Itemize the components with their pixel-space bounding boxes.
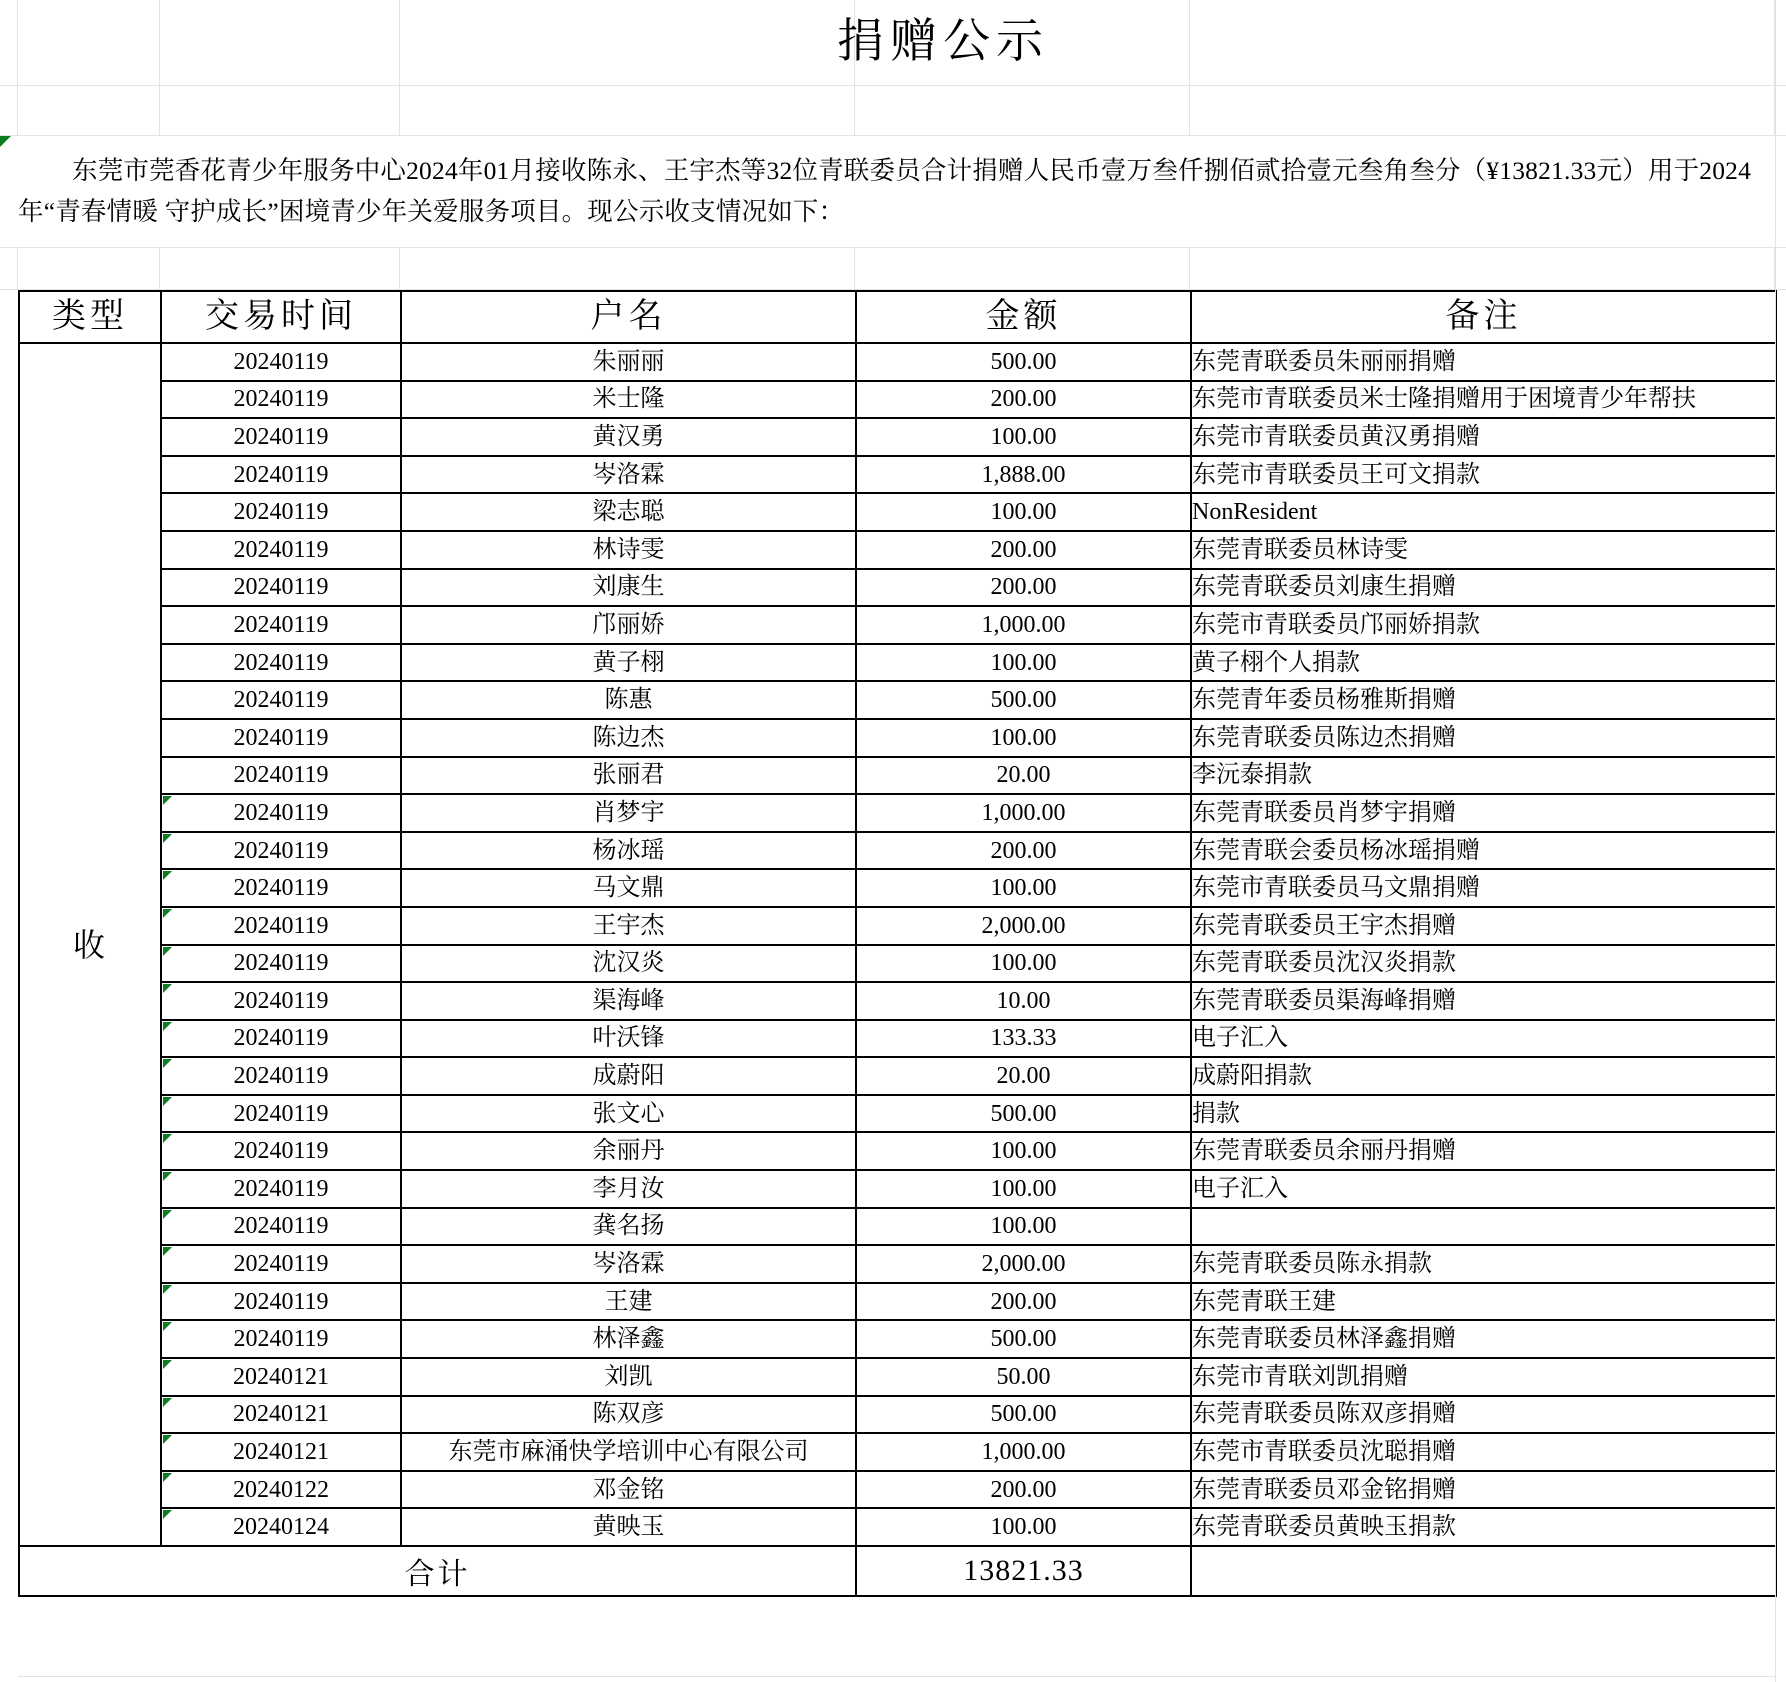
- cell-account-name: 邝丽娇: [401, 606, 856, 644]
- cell-note: 东莞青联委员邓金铭捐赠: [1191, 1471, 1776, 1509]
- cell-note: 东莞市青联委员沈聪捐赠: [1191, 1433, 1776, 1471]
- cell-transaction-date: 20240119: [161, 1208, 401, 1246]
- cell-transaction-date: 20240119: [161, 1095, 401, 1133]
- cell-transaction-date: 20240119: [161, 569, 401, 607]
- grid-cell-d: [400, 0, 1049, 86]
- table-row: [19, 1396, 1776, 1434]
- cell-note: 捐款: [1191, 1095, 1776, 1133]
- comment-marker-icon: [163, 834, 172, 843]
- comment-marker-icon: [163, 984, 172, 993]
- table-row: [19, 456, 1776, 494]
- grid-cell-f: [1190, 86, 1775, 136]
- cell-amount: 500.00: [856, 1396, 1191, 1434]
- cell-account-name: 张丽君: [401, 757, 856, 795]
- table-row: [19, 907, 1776, 945]
- cell-note: 东莞青联委员余丽丹捐赠: [1191, 1132, 1776, 1170]
- table-row: [19, 1471, 1776, 1509]
- comment-marker-icon: [0, 136, 11, 147]
- cell-transaction-date: 20240119: [161, 1020, 401, 1058]
- grid-cell-e: [855, 0, 1190, 86]
- cell-amount: 200.00: [856, 531, 1191, 569]
- cell-note: [1191, 1208, 1776, 1246]
- total-note-blank: [1191, 1546, 1776, 1596]
- cell-account-name: 肖梦宇: [401, 794, 856, 832]
- table-row: [19, 1057, 1776, 1095]
- cell-amount: 100.00: [856, 644, 1191, 682]
- cell-amount: 100.00: [856, 869, 1191, 907]
- cell-transaction-date: 20240119: [161, 1132, 401, 1170]
- cell-transaction-date: 20240119: [161, 1057, 401, 1095]
- table-row: [19, 1283, 1776, 1321]
- comment-marker-icon: [163, 1285, 172, 1294]
- grid-cell-f: [1190, 248, 1775, 290]
- cell-note: 东莞市青联委员王可文捐款: [1191, 456, 1776, 494]
- cell-account-name: 龚名扬: [401, 1208, 856, 1246]
- cell-transaction-date: 20240119: [161, 757, 401, 795]
- spreadsheet-top-area: [0, 0, 1786, 290]
- cell-note: 东莞青联王建: [1191, 1283, 1776, 1321]
- cell-account-name: 黄子栩: [401, 644, 856, 682]
- spacer-row-1: [0, 86, 1786, 136]
- comment-marker-icon: [163, 1210, 172, 1219]
- intro-row: [0, 136, 1786, 248]
- cell-note: 东莞市青联刘凯捐赠: [1191, 1358, 1776, 1396]
- cell-amount: 1,888.00: [856, 456, 1191, 494]
- cell-account-name: 刘康生: [401, 569, 856, 607]
- cell-transaction-date: 20240121: [161, 1396, 401, 1434]
- cell-transaction-date: 20240119: [161, 1245, 401, 1283]
- cell-transaction-date: 20240119: [161, 1320, 401, 1358]
- cell-transaction-date: 20240119: [161, 418, 401, 456]
- cell-account-name: 李月汝: [401, 1170, 856, 1208]
- cell-amount: 200.00: [856, 1283, 1191, 1321]
- cell-transaction-date: 20240119: [161, 644, 401, 682]
- spacer-row-2: [0, 248, 1786, 290]
- cell-amount: 20.00: [856, 757, 1191, 795]
- cell-transaction-date: 20240124: [161, 1508, 401, 1546]
- table-row: [19, 1358, 1776, 1396]
- cell-note: 东莞青联委员渠海峰捐赠: [1191, 982, 1776, 1020]
- cell-account-name: 渠海峰: [401, 982, 856, 1020]
- grid-cell-f: [1190, 0, 1775, 86]
- cell-account-name: 梁志聪: [401, 493, 856, 531]
- donation-table-body: [19, 291, 1776, 1596]
- comment-marker-icon: [163, 909, 172, 918]
- header-date: 交易时间: [161, 291, 401, 343]
- cell-transaction-date: 20240119: [161, 1170, 401, 1208]
- cell-note: 东莞青年委员杨雅斯捐赠: [1191, 681, 1776, 719]
- type-cell-income: 收: [19, 343, 161, 1546]
- cell-account-name: 马文鼎: [401, 869, 856, 907]
- header-note: 备注: [1191, 291, 1776, 343]
- grid-cell-a: [0, 0, 18, 86]
- cell-account-name: 邓金铭: [401, 1471, 856, 1509]
- cell-note: 李沅泰捐款: [1191, 757, 1776, 795]
- header-name: 户名: [401, 291, 856, 343]
- comment-marker-icon: [163, 1172, 172, 1181]
- table-row: [19, 1208, 1776, 1246]
- cell-amount: 500.00: [856, 343, 1191, 381]
- grid-cell-c: [160, 86, 400, 136]
- comment-marker-icon: [163, 1360, 172, 1369]
- cell-amount: 200.00: [856, 381, 1191, 419]
- cell-account-name: 东莞市麻涌快学培训中心有限公司: [401, 1433, 856, 1471]
- cell-transaction-date: 20240119: [161, 381, 401, 419]
- table-row: [19, 945, 1776, 983]
- grid-cell-c: [160, 0, 400, 86]
- grid-cell-e: [855, 86, 1190, 136]
- comment-marker-icon: [163, 1510, 172, 1519]
- table-row: [19, 644, 1776, 682]
- table-header-row: [19, 291, 1776, 343]
- comment-marker-icon: [163, 1435, 172, 1444]
- grid-cell-d: [400, 248, 855, 290]
- comment-marker-icon: [163, 1134, 172, 1143]
- table-row: [19, 1508, 1776, 1546]
- cell-note: 成蔚阳捐款: [1191, 1057, 1776, 1095]
- cell-note: 东莞青联委员林泽鑫捐赠: [1191, 1320, 1776, 1358]
- cell-account-name: 陈双彦: [401, 1396, 856, 1434]
- cell-account-name: 林诗雯: [401, 531, 856, 569]
- table-row: [19, 531, 1776, 569]
- table-row: [19, 982, 1776, 1020]
- comment-marker-icon: [163, 1097, 172, 1106]
- cell-account-name: 米士隆: [401, 381, 856, 419]
- comment-marker-icon: [163, 1247, 172, 1256]
- cell-transaction-date: 20240119: [161, 832, 401, 870]
- cell-note: 电子汇入: [1191, 1020, 1776, 1058]
- header-amount: 金额: [856, 291, 1191, 343]
- table-row: [19, 719, 1776, 757]
- cell-amount: 100.00: [856, 945, 1191, 983]
- cell-note: 东莞市青联委员邝丽娇捐款: [1191, 606, 1776, 644]
- cell-note: 东莞青联会委员杨冰瑶捐赠: [1191, 832, 1776, 870]
- cell-transaction-date: 20240119: [161, 945, 401, 983]
- cell-amount: 100.00: [856, 1208, 1191, 1246]
- cell-amount: 10.00: [856, 982, 1191, 1020]
- cell-transaction-date: 20240119: [161, 681, 401, 719]
- cell-amount: 1,000.00: [856, 1433, 1191, 1471]
- cell-account-name: 岑洛霖: [401, 1245, 856, 1283]
- cell-account-name: 王宇杰: [401, 907, 856, 945]
- table-row: [19, 1095, 1776, 1133]
- cell-transaction-date: 20240119: [161, 794, 401, 832]
- cell-amount: 200.00: [856, 569, 1191, 607]
- header-type: 类型: [19, 291, 161, 343]
- table-row: [19, 1132, 1776, 1170]
- cell-transaction-date: 20240119: [161, 869, 401, 907]
- comment-marker-icon: [163, 1022, 172, 1031]
- cell-transaction-date: 20240121: [161, 1433, 401, 1471]
- cell-transaction-date: 20240119: [161, 719, 401, 757]
- table-row: [19, 569, 1776, 607]
- cell-account-name: 成蔚阳: [401, 1057, 856, 1095]
- total-amount: 13821.33: [856, 1546, 1191, 1596]
- cell-amount: 2,000.00: [856, 1245, 1191, 1283]
- cell-transaction-date: 20240119: [161, 343, 401, 381]
- cell-note: 东莞青联委员林诗雯: [1191, 531, 1776, 569]
- cell-account-name: 张文心: [401, 1095, 856, 1133]
- grid-cell-tail: [1775, 248, 1786, 290]
- cell-account-name: 林泽鑫: [401, 1320, 856, 1358]
- cell-account-name: 黄汉勇: [401, 418, 856, 456]
- cell-account-name: 余丽丹: [401, 1132, 856, 1170]
- table-row: [19, 381, 1776, 419]
- table-row: [19, 1170, 1776, 1208]
- cell-amount: 1,000.00: [856, 606, 1191, 644]
- table-row: [19, 493, 1776, 531]
- cell-account-name: 黄映玉: [401, 1508, 856, 1546]
- cell-note: 东莞青联委员陈双彦捐赠: [1191, 1396, 1776, 1434]
- table-row: [19, 606, 1776, 644]
- intro-paragraph: 东莞市莞香花青少年服务中心2024年01月接收陈永、王宇杰等32位青联委员合计捐赠人民币壹万叁仟捌佰贰拾壹元叁角叁分（¥13821.33元）用于2024年“青春情暖 守护成长”困境青少年关爱服务项目。现公示收支情况如下：: [18, 156, 1752, 227]
- total-label: 合计: [19, 1546, 856, 1596]
- table-row: [19, 832, 1776, 870]
- table-row: [19, 681, 1776, 719]
- table-row: [19, 1320, 1776, 1358]
- cell-account-name: 叶沃锋: [401, 1020, 856, 1058]
- cell-amount: 100.00: [856, 1170, 1191, 1208]
- cell-amount: 200.00: [856, 832, 1191, 870]
- table-row: [19, 1020, 1776, 1058]
- cell-amount: 50.00: [856, 1358, 1191, 1396]
- grid-cell-e: [855, 248, 1190, 290]
- table-row: [19, 757, 1776, 795]
- comment-marker-icon: [163, 1322, 172, 1331]
- cell-note: NonResident: [1191, 493, 1776, 531]
- grid-cell-b: [18, 86, 160, 136]
- table-row: [19, 343, 1776, 381]
- cell-account-name: 王建: [401, 1283, 856, 1321]
- cell-amount: 500.00: [856, 1320, 1191, 1358]
- donation-table: [18, 290, 1777, 1597]
- grid-cell-tail: [1775, 0, 1786, 86]
- cell-amount: 100.00: [856, 1132, 1191, 1170]
- cell-account-name: 沈汉炎: [401, 945, 856, 983]
- comment-marker-icon: [163, 947, 172, 956]
- grid-cell-b: [18, 248, 160, 290]
- cell-account-name: 陈边杰: [401, 719, 856, 757]
- title-row: [0, 0, 1786, 86]
- comment-marker-icon: [163, 871, 172, 880]
- table-row: [19, 1433, 1776, 1471]
- table-row: [19, 418, 1776, 456]
- cell-account-name: 刘凯: [401, 1358, 856, 1396]
- cell-amount: 100.00: [856, 719, 1191, 757]
- cell-note: 黄子栩个人捐款: [1191, 644, 1776, 682]
- sheet-bottom-gridline: [18, 1676, 1775, 1677]
- cell-note: 电子汇入: [1191, 1170, 1776, 1208]
- cell-amount: 100.00: [856, 1508, 1191, 1546]
- cell-account-name: 岑洛霖: [401, 456, 856, 494]
- grid-cell-tail: [1775, 86, 1786, 136]
- cell-amount: 133.33: [856, 1020, 1191, 1058]
- cell-transaction-date: 20240119: [161, 456, 401, 494]
- grid-cell-c: [160, 248, 400, 290]
- cell-note: 东莞青联委员陈边杰捐赠: [1191, 719, 1776, 757]
- cell-amount: 20.00: [856, 1057, 1191, 1095]
- cell-note: 东莞青联委员陈永捐款: [1191, 1245, 1776, 1283]
- page-title: 捐赠公示: [837, 16, 1049, 68]
- table-total-row: [19, 1546, 1776, 1596]
- cell-account-name: 杨冰瑶: [401, 832, 856, 870]
- grid-cell-a: [0, 86, 18, 136]
- table-row: [19, 794, 1776, 832]
- cell-transaction-date: 20240119: [161, 493, 401, 531]
- cell-account-name: 陈惠: [401, 681, 856, 719]
- cell-transaction-date: 20240119: [161, 531, 401, 569]
- grid-cell-b: [18, 0, 160, 86]
- cell-transaction-date: 20240122: [161, 1471, 401, 1509]
- cell-amount: 100.00: [856, 493, 1191, 531]
- cell-note: 东莞青联委员刘康生捐赠: [1191, 569, 1776, 607]
- cell-note: 东莞青联委员沈汉炎捐款: [1191, 945, 1776, 983]
- cell-note: 东莞青联委员王宇杰捐赠: [1191, 907, 1776, 945]
- cell-amount: 100.00: [856, 418, 1191, 456]
- cell-transaction-date: 20240121: [161, 1358, 401, 1396]
- table-row: [19, 1245, 1776, 1283]
- cell-amount: 200.00: [856, 1471, 1191, 1509]
- cell-transaction-date: 20240119: [161, 606, 401, 644]
- comment-marker-icon: [163, 1059, 172, 1068]
- cell-amount: 500.00: [856, 1095, 1191, 1133]
- comment-marker-icon: [163, 1473, 172, 1482]
- comment-marker-icon: [163, 1398, 172, 1407]
- cell-transaction-date: 20240119: [161, 982, 401, 1020]
- cell-transaction-date: 20240119: [161, 1283, 401, 1321]
- comment-marker-icon: [163, 796, 172, 805]
- cell-note: 东莞市青联委员马文鼎捐赠: [1191, 869, 1776, 907]
- cell-note: 东莞青联委员朱丽丽捐赠: [1191, 343, 1776, 381]
- table-row: [19, 869, 1776, 907]
- cell-amount: 500.00: [856, 681, 1191, 719]
- cell-note: 东莞青联委员黄映玉捐款: [1191, 1508, 1776, 1546]
- cell-note: 东莞市青联委员米士隆捐赠用于困境青少年帮扶: [1191, 381, 1776, 419]
- grid-cell-a: [0, 248, 18, 290]
- grid-cell-d: [400, 86, 855, 136]
- cell-account-name: 朱丽丽: [401, 343, 856, 381]
- cell-note: 东莞市青联委员黄汉勇捐赠: [1191, 418, 1776, 456]
- cell-transaction-date: 20240119: [161, 907, 401, 945]
- cell-amount: 1,000.00: [856, 794, 1191, 832]
- cell-amount: 2,000.00: [856, 907, 1191, 945]
- cell-note: 东莞青联委员肖梦宇捐赠: [1191, 794, 1776, 832]
